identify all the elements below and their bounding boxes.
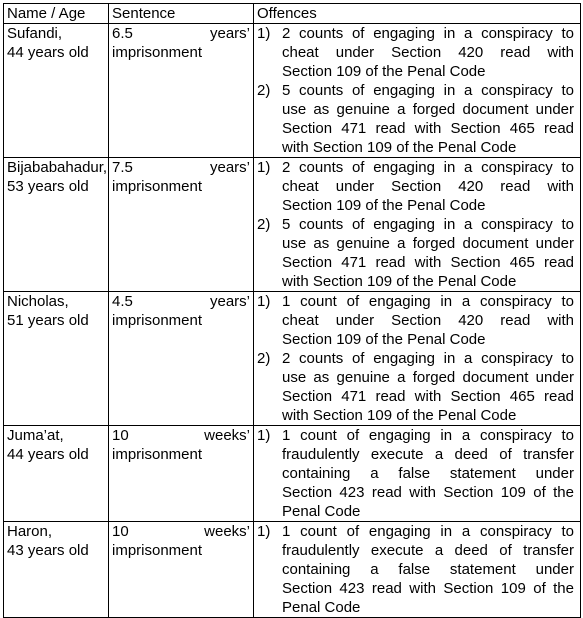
offence-item — [257, 158, 574, 215]
offence-number: 2) — [257, 350, 271, 367]
defendant-name: Sufandi, — [7, 25, 63, 42]
offence-number: 1) — [257, 523, 271, 540]
sentencing-table — [3, 3, 581, 618]
offence-item — [257, 215, 574, 291]
sentence-unit: weeks’ — [204, 427, 250, 444]
offence-text-line: 2 counts of engaging in a conspiracy to — [282, 350, 574, 367]
defendant-name: Bijababahadur, — [7, 159, 108, 176]
offence-text-line: use as genuine a forged document under — [282, 101, 574, 118]
offence-text-line: 2 counts of engaging in a conspiracy to — [282, 159, 574, 176]
offence-list — [257, 158, 574, 291]
sentence-type: imprisonment — [112, 312, 203, 329]
document-page — [3, 3, 581, 618]
offence-text-line: fraudulently execute a deed of transfer — [282, 446, 574, 463]
offence-text-line: containing a false statement under — [282, 465, 574, 482]
name-age-cell — [4, 426, 109, 522]
offence-item — [257, 522, 574, 617]
offence-item — [257, 292, 574, 349]
header-row — [4, 4, 581, 24]
offence-text-line: cheat under Section 420 read with — [282, 44, 574, 61]
offence-text-line: Section 471 read with Section 465 read — [282, 388, 574, 405]
sentence-type: imprisonment — [112, 44, 203, 61]
table-row — [4, 522, 581, 618]
sentence-type: imprisonment — [112, 446, 203, 463]
offences-cell — [254, 522, 581, 618]
offence-list — [257, 426, 574, 521]
table-row — [4, 24, 581, 158]
sentence-value: 6.5 — [112, 25, 133, 42]
offence-number: 1) — [257, 159, 271, 176]
offence-text-line: Section 423 read with Section 109 of the — [282, 580, 574, 597]
offence-text-line: Section 109 of the Penal Code — [282, 331, 486, 348]
offence-text-line: use as genuine a forged document under — [282, 235, 574, 252]
offence-text-line: Section 471 read with Section 465 read — [282, 254, 574, 271]
offence-text-line: 1 count of engaging in a conspiracy to — [282, 523, 574, 540]
defendant-age: 44 years old — [7, 446, 89, 463]
sentence-cell — [109, 522, 254, 618]
offence-number: 1) — [257, 25, 271, 42]
sentence-cell — [109, 426, 254, 522]
name-age-cell — [4, 158, 109, 292]
offence-text-line: with Section 109 of the Penal Code — [282, 273, 517, 290]
offence-number: 2) — [257, 82, 271, 99]
offence-text-line: Section 109 of the Penal Code — [282, 197, 486, 214]
offence-text-line: Section 423 read with Section 109 of the — [282, 484, 574, 501]
header-offences: Offences — [254, 4, 581, 24]
sentence-value: 10 — [112, 427, 129, 444]
offence-text-line: Penal Code — [282, 503, 361, 520]
offences-cell — [254, 426, 581, 522]
table-row — [4, 158, 581, 292]
offence-text-line: use as genuine a forged document under — [282, 369, 574, 386]
header-sentence: Sentence — [109, 4, 254, 24]
offence-text-line: with Section 109 of the Penal Code — [282, 139, 517, 156]
offence-text-line: 1 count of engaging in a conspiracy to — [282, 293, 574, 310]
offence-item — [257, 426, 574, 521]
offence-number: 1) — [257, 293, 271, 310]
offence-list — [257, 522, 574, 617]
sentence-unit: weeks’ — [204, 523, 250, 540]
defendant-age: 43 years old — [7, 542, 89, 559]
defendant-name: Juma’at, — [7, 427, 64, 444]
offence-number: 2) — [257, 216, 271, 233]
offence-item — [257, 349, 574, 425]
sentence-unit: years’ — [209, 159, 250, 176]
name-age-cell — [4, 522, 109, 618]
sentence-value: 10 — [112, 523, 129, 540]
defendant-age: 51 years old — [7, 312, 89, 329]
sentence-cell — [109, 292, 254, 426]
sentence-value: 4.5 — [112, 293, 133, 310]
sentence-cell — [109, 158, 254, 292]
offence-item — [257, 24, 574, 81]
offence-list — [257, 24, 574, 157]
offence-text-line: Section 109 of the Penal Code — [282, 63, 486, 80]
defendant-age: 44 years old — [7, 44, 89, 61]
table-row — [4, 292, 581, 426]
offence-text-line: Penal Code — [282, 599, 361, 616]
offence-item — [257, 81, 574, 157]
offences-cell — [254, 292, 581, 426]
offence-number: 1) — [257, 427, 271, 444]
sentence-cell — [109, 24, 254, 158]
offence-text-line: Section 471 read with Section 465 read — [282, 120, 574, 137]
defendant-name: Haron, — [7, 523, 53, 540]
offence-text-line: fraudulently execute a deed of transfer — [282, 542, 574, 559]
name-age-cell — [4, 292, 109, 426]
offence-text-line: 5 counts of engaging in a conspiracy to — [282, 216, 574, 233]
sentence-type: imprisonment — [112, 178, 203, 195]
defendant-name: Nicholas, — [7, 293, 69, 310]
offences-cell — [254, 24, 581, 158]
offences-cell — [254, 158, 581, 292]
offence-text-line: 5 counts of engaging in a conspiracy to — [282, 82, 574, 99]
header-name-age: Name / Age — [4, 4, 109, 24]
offence-text-line: 1 count of engaging in a conspiracy to — [282, 427, 574, 444]
defendant-age: 53 years old — [7, 178, 89, 195]
table-row — [4, 426, 581, 522]
sentence-type: imprisonment — [112, 542, 203, 559]
name-age-cell — [4, 24, 109, 158]
offence-text-line: with Section 109 of the Penal Code — [282, 407, 517, 424]
sentence-unit: years’ — [209, 25, 250, 42]
sentence-unit: years’ — [209, 293, 250, 310]
offence-list — [257, 292, 574, 425]
offence-text-line: containing a false statement under — [282, 561, 574, 578]
offence-text-line: cheat under Section 420 read with — [282, 178, 574, 195]
sentence-value: 7.5 — [112, 159, 133, 176]
offence-text-line: 2 counts of engaging in a conspiracy to — [282, 25, 574, 42]
offence-text-line: cheat under Section 420 read with — [282, 312, 574, 329]
